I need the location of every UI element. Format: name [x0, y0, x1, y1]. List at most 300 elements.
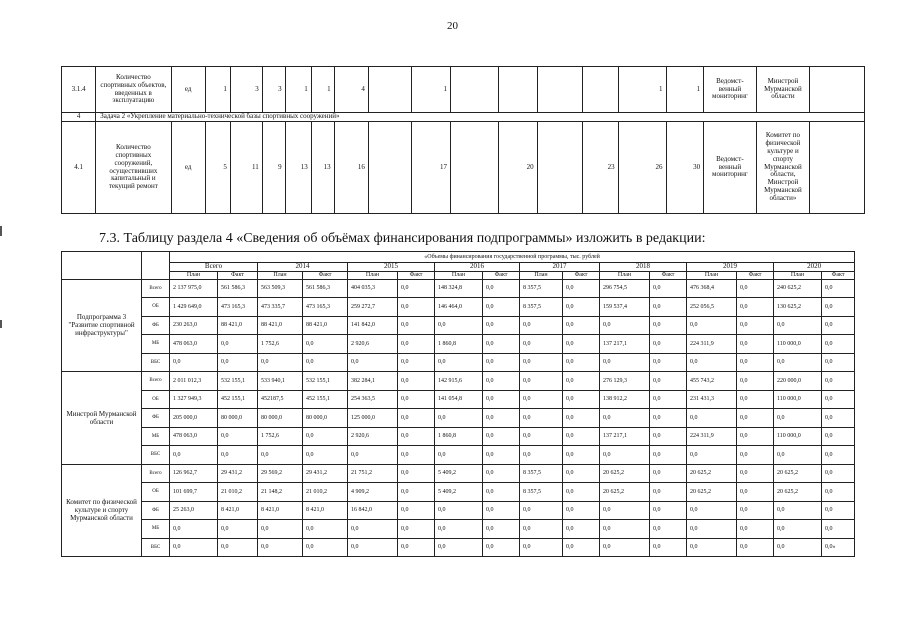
year-header: 2017 [520, 263, 600, 272]
amount-cell: 0,0 [520, 446, 563, 465]
amount-cell: 478 063,0 [170, 335, 218, 354]
value-cell: 9 [262, 122, 285, 214]
amount-cell: 0,0 [435, 501, 483, 520]
year-header-row [62, 263, 855, 272]
amount-cell: 8 421,0 [218, 501, 258, 520]
table-row [62, 298, 855, 317]
amount-cell: 0,0 [348, 446, 398, 465]
amount-cell: 0,0 [650, 316, 687, 335]
amount-cell: 0,0 [737, 353, 774, 372]
section-heading: 7.3. Таблицу раздела 4 «Сведения об объёмах финансирования подпрограммы» изложить в редакции: [99, 231, 706, 246]
amount-cell: 0,0 [600, 409, 650, 428]
amount-cell: 21 010,2 [218, 483, 258, 502]
amount-cell: 0,0 [822, 464, 855, 483]
amount-cell: 0,0 [435, 538, 483, 557]
amount-cell: 0,0 [303, 446, 348, 465]
amount-cell: 0,0 [398, 483, 435, 502]
value-cell: 3 [262, 67, 285, 113]
blank-cell [810, 122, 865, 214]
amount-cell: 0,0 [483, 483, 520, 502]
amount-cell: 0,0 [650, 335, 687, 354]
value-cell: 1 [666, 67, 704, 113]
amount-cell: 0,0 [650, 538, 687, 557]
value-cell: 23 [583, 122, 618, 214]
amount-cell: 0,0 [218, 335, 258, 354]
funding-source: ФБ [142, 501, 170, 520]
funding-source: ВБС [142, 446, 170, 465]
amount-cell: 473 165,3 [303, 298, 348, 317]
plan-header: План [600, 271, 650, 279]
amount-cell: 137 217,1 [600, 335, 650, 354]
value-cell: 1 [205, 67, 230, 113]
amount-cell: 2 011 012,3 [170, 372, 218, 391]
amount-cell: 20 625,2 [774, 464, 822, 483]
amount-cell: 0,0 [483, 279, 520, 298]
amount-cell: 0,0 [822, 390, 855, 409]
amount-cell: 0,0» [822, 538, 855, 557]
amount-cell: 0,0 [398, 446, 435, 465]
amount-cell: 0,0 [650, 353, 687, 372]
table-row [62, 409, 855, 428]
funding-source: МБ [142, 335, 170, 354]
amount-cell: 0,0 [398, 520, 435, 539]
amount-cell: 16 842,0 [348, 501, 398, 520]
amount-cell: 0,0 [737, 538, 774, 557]
amount-cell: 0,0 [737, 464, 774, 483]
amount-cell: 4 909,2 [348, 483, 398, 502]
amount-cell: 0,0 [563, 316, 600, 335]
amount-cell: 101 699,7 [170, 483, 218, 502]
amount-cell: 8 421,0 [303, 501, 348, 520]
value-cell: 1 [285, 67, 311, 113]
amount-cell: 88 421,0 [218, 316, 258, 335]
amount-cell: 0,0 [563, 501, 600, 520]
value-cell: 1 [311, 67, 334, 113]
amount-cell: 533 940,1 [258, 372, 303, 391]
year-header: 2020 [774, 263, 855, 272]
year-header: 2014 [258, 263, 348, 272]
amount-cell: 276 129,3 [600, 372, 650, 391]
margin-mark [0, 226, 2, 236]
amount-cell: 110 000,0 [774, 427, 822, 446]
table-row [62, 427, 855, 446]
amount-cell: 532 155,1 [218, 372, 258, 391]
amount-cell: 0,0 [822, 427, 855, 446]
value-cell: 20 [498, 122, 537, 214]
amount-cell: 0,0 [563, 538, 600, 557]
amount-cell: 0,0 [600, 446, 650, 465]
table-row [62, 335, 855, 354]
amount-cell: 0,0 [303, 353, 348, 372]
fact-header: Факт [737, 271, 774, 279]
amount-cell: 205 000,0 [170, 409, 218, 428]
plan-header: План [687, 271, 737, 279]
page-number: 20 [447, 20, 458, 32]
amount-cell: 20 625,2 [687, 464, 737, 483]
amount-cell: 0,0 [774, 520, 822, 539]
amount-cell: 0,0 [687, 501, 737, 520]
funding-source: ОБ [142, 298, 170, 317]
amount-cell: 0,0 [822, 353, 855, 372]
amount-cell: 0,0 [822, 335, 855, 354]
amount-cell: 21 010,2 [303, 483, 348, 502]
amount-cell: 0,0 [398, 298, 435, 317]
amount-cell: 0,0 [258, 520, 303, 539]
value-cell [537, 67, 583, 113]
fact-header: Факт [303, 271, 348, 279]
amount-cell: 80 000,0 [218, 409, 258, 428]
amount-cell: 0,0 [348, 538, 398, 557]
table-row [62, 446, 855, 465]
amount-cell: 0,0 [435, 353, 483, 372]
value-cell [450, 122, 498, 214]
amount-cell: 0,0 [687, 316, 737, 335]
funding-source: Всего [142, 372, 170, 391]
amount-cell: 231 431,3 [687, 390, 737, 409]
amount-cell: 0,0 [563, 353, 600, 372]
amount-cell: 0,0 [563, 298, 600, 317]
amount-cell: 0,0 [563, 446, 600, 465]
amount-cell: 0,0 [650, 372, 687, 391]
amount-cell: 0,0 [687, 538, 737, 557]
value-cell: 17 [412, 122, 451, 214]
amount-cell: 0,0 [650, 427, 687, 446]
amount-cell: 1 860,8 [435, 427, 483, 446]
amount-cell: 141 054,8 [435, 390, 483, 409]
amount-cell: 5 409,2 [435, 464, 483, 483]
plan-header: План [170, 271, 218, 279]
amount-cell: 561 586,3 [303, 279, 348, 298]
value-cell: 26 [618, 122, 666, 214]
task-heading: Задача 2 «Укрепление материально-технической базы спортивных сооружений» [96, 113, 865, 122]
amount-cell: 0,0 [774, 353, 822, 372]
amount-cell: 0,0 [822, 298, 855, 317]
amount-cell: 0,0 [435, 316, 483, 335]
table-row [62, 538, 855, 557]
funding-source: МБ [142, 520, 170, 539]
amount-cell: 0,0 [600, 316, 650, 335]
amount-cell: 1 327 949,3 [170, 390, 218, 409]
amount-cell: 110 000,0 [774, 390, 822, 409]
amount-cell: 0,0 [218, 538, 258, 557]
amount-cell: 2 920,6 [348, 427, 398, 446]
amount-cell: 130 625,2 [774, 298, 822, 317]
amount-cell: 0,0 [398, 316, 435, 335]
amount-cell: 2 920,6 [348, 335, 398, 354]
table-row [62, 372, 855, 391]
amount-cell: 0,0 [822, 483, 855, 502]
year-header: Всего [170, 263, 258, 272]
amount-cell: 0,0 [398, 335, 435, 354]
fact-header: Факт [483, 271, 520, 279]
amount-cell: 259 272,7 [348, 298, 398, 317]
row-number: 3.1.4 [62, 67, 96, 113]
amount-cell: 0,0 [170, 353, 218, 372]
value-cell: 1 [412, 67, 451, 113]
value-cell [368, 122, 411, 214]
margin-mark [0, 320, 2, 328]
amount-cell: 0,0 [600, 538, 650, 557]
amount-cell: 137 217,1 [600, 427, 650, 446]
amount-cell: 0,0 [170, 446, 218, 465]
amount-cell: 20 625,2 [687, 483, 737, 502]
amount-cell: 0,0 [520, 427, 563, 446]
funding-source: ВБС [142, 538, 170, 557]
table-row [62, 353, 855, 372]
funding-source: ВБС [142, 353, 170, 372]
value-cell: 3 [230, 67, 262, 113]
amount-cell: 0,0 [520, 409, 563, 428]
amount-cell: 0,0 [435, 520, 483, 539]
amount-cell: 126 962,7 [170, 464, 218, 483]
amount-cell: 0,0 [563, 372, 600, 391]
amount-cell: 561 586,3 [218, 279, 258, 298]
amount-cell: 0,0 [520, 501, 563, 520]
amount-cell: 0,0 [303, 427, 348, 446]
source-cell: Ведомст-венный мониторинг [704, 122, 756, 214]
amount-cell: 159 537,4 [600, 298, 650, 317]
amount-cell: 0,0 [483, 464, 520, 483]
table-header-row [62, 252, 855, 263]
executor-cell: Комитет по физической культуре и спорту Мурманской области, Минстрой Мурманской области» [756, 122, 810, 214]
source-cell: Ведомст-венный мониторинг [704, 67, 756, 113]
fact-header: Факт [650, 271, 687, 279]
amount-cell: 0,0 [398, 464, 435, 483]
amount-cell: 0,0 [687, 409, 737, 428]
value-cell [537, 122, 583, 214]
plan-header: План [520, 271, 563, 279]
amount-cell: 478 063,0 [170, 427, 218, 446]
header-title: «Объемы финансирования государственной программы, тыс. рублей [170, 252, 855, 263]
entity-name: Комитет по физической культуре и спорту Мурманской области [62, 464, 142, 557]
table-row [62, 501, 855, 520]
amount-cell: 0,0 [218, 353, 258, 372]
amount-cell: 0,0 [348, 353, 398, 372]
amount-cell: 0,0 [563, 464, 600, 483]
row-number: 4 [62, 113, 96, 122]
amount-cell: 0,0 [650, 298, 687, 317]
amount-cell: 20 625,2 [600, 464, 650, 483]
amount-cell: 0,0 [737, 409, 774, 428]
amount-cell: 0,0 [398, 353, 435, 372]
plan-header: План [348, 271, 398, 279]
amount-cell: 0,0 [737, 390, 774, 409]
funding-source: Всего [142, 279, 170, 298]
amount-cell: 25 263,0 [170, 501, 218, 520]
amount-cell: 0,0 [483, 427, 520, 446]
header-blank [142, 252, 170, 280]
amount-cell: 8 357,5 [520, 464, 563, 483]
amount-cell: 142 915,6 [435, 372, 483, 391]
amount-cell: 0,0 [483, 390, 520, 409]
amount-cell: 0,0 [600, 501, 650, 520]
amount-cell: 21 148,2 [258, 483, 303, 502]
fact-header: Факт [398, 271, 435, 279]
amount-cell: 0,0 [737, 501, 774, 520]
amount-cell: 473 165,3 [218, 298, 258, 317]
table-row [62, 279, 855, 298]
amount-cell: 0,0 [398, 538, 435, 557]
funding-source: ФБ [142, 409, 170, 428]
amount-cell: 0,0 [520, 372, 563, 391]
finance-table [61, 251, 855, 557]
amount-cell: 20 625,2 [600, 483, 650, 502]
amount-cell: 8 357,5 [520, 298, 563, 317]
value-cell [583, 67, 618, 113]
amount-cell: 0,0 [774, 501, 822, 520]
amount-cell: 452 155,1 [303, 390, 348, 409]
amount-cell: 0,0 [398, 427, 435, 446]
amount-cell: 0,0 [822, 501, 855, 520]
plan-header: План [774, 271, 822, 279]
amount-cell: 0,0 [483, 335, 520, 354]
amount-cell: 0,0 [737, 446, 774, 465]
table-row [62, 316, 855, 335]
amount-cell: 0,0 [563, 335, 600, 354]
amount-cell: 0,0 [600, 520, 650, 539]
amount-cell: 0,0 [483, 520, 520, 539]
value-cell [368, 67, 411, 113]
amount-cell: 452 155,1 [218, 390, 258, 409]
amount-cell: 254 363,5 [348, 390, 398, 409]
amount-cell: 0,0 [398, 409, 435, 428]
amount-cell: 5 409,2 [435, 483, 483, 502]
fact-header: Факт [563, 271, 600, 279]
amount-cell: 0,0 [687, 353, 737, 372]
value-cell [498, 67, 537, 113]
amount-cell: 0,0 [218, 520, 258, 539]
fact-header: Факт [218, 271, 258, 279]
amount-cell: 1 429 649,0 [170, 298, 218, 317]
amount-cell: 0,0 [687, 446, 737, 465]
amount-cell: 252 056,5 [687, 298, 737, 317]
amount-cell: 0,0 [737, 483, 774, 502]
amount-cell: 230 263,0 [170, 316, 218, 335]
amount-cell: 0,0 [737, 520, 774, 539]
amount-cell: 240 625,2 [774, 279, 822, 298]
amount-cell: 141 842,0 [348, 316, 398, 335]
plan-fact-row [62, 271, 855, 279]
amount-cell: 0,0 [774, 409, 822, 428]
amount-cell: 296 754,5 [600, 279, 650, 298]
amount-cell: 0,0 [520, 390, 563, 409]
amount-cell: 0,0 [822, 446, 855, 465]
amount-cell: 21 751,2 [348, 464, 398, 483]
table-row [62, 483, 855, 502]
table-row [62, 520, 855, 539]
amount-cell: 0,0 [600, 353, 650, 372]
amount-cell: 1 752,6 [258, 335, 303, 354]
amount-cell: 0,0 [687, 520, 737, 539]
amount-cell: 0,0 [737, 372, 774, 391]
amount-cell: 8 421,0 [258, 501, 303, 520]
table-row [62, 122, 865, 214]
amount-cell: 0,0 [822, 279, 855, 298]
amount-cell: 0,0 [483, 372, 520, 391]
value-cell: 1 [618, 67, 666, 113]
amount-cell: 88 421,0 [303, 316, 348, 335]
value-cell [450, 67, 498, 113]
amount-cell: 0,0 [483, 316, 520, 335]
amount-cell: 0,0 [258, 446, 303, 465]
amount-cell: 0,0 [650, 409, 687, 428]
entity-name: Минстрой Мурманской области [62, 372, 142, 465]
table-row [62, 67, 865, 113]
value-cell: 13 [285, 122, 311, 214]
amount-cell: 0,0 [483, 501, 520, 520]
amount-cell: 80 000,0 [258, 409, 303, 428]
amount-cell: 0,0 [650, 446, 687, 465]
amount-cell: 220 000,0 [774, 372, 822, 391]
amount-cell: 0,0 [170, 520, 218, 539]
amount-cell: 8 357,5 [520, 279, 563, 298]
amount-cell: 0,0 [398, 390, 435, 409]
amount-cell: 88 421,0 [258, 316, 303, 335]
executor-cell: Минстрой Мурманской области [756, 67, 810, 113]
header-blank [62, 252, 142, 280]
value-cell: 5 [205, 122, 230, 214]
amount-cell: 0,0 [483, 538, 520, 557]
row-number: 4.1 [62, 122, 96, 214]
indicators-table [61, 66, 865, 214]
amount-cell: 382 284,1 [348, 372, 398, 391]
amount-cell: 29 569,2 [258, 464, 303, 483]
plan-header: План [258, 271, 303, 279]
amount-cell: 0,0 [822, 409, 855, 428]
amount-cell: 2 137 975,0 [170, 279, 218, 298]
amount-cell: 0,0 [737, 427, 774, 446]
amount-cell: 148 324,8 [435, 279, 483, 298]
value-cell: 30 [666, 122, 704, 214]
table-row [62, 113, 865, 122]
amount-cell: 0,0 [774, 316, 822, 335]
amount-cell: 0,0 [563, 483, 600, 502]
amount-cell: 0,0 [483, 298, 520, 317]
unit-cell: ед [171, 122, 205, 214]
amount-cell: 0,0 [822, 520, 855, 539]
amount-cell: 29 431,2 [218, 464, 258, 483]
amount-cell: 0,0 [822, 372, 855, 391]
amount-cell: 0,0 [822, 316, 855, 335]
amount-cell: 0,0 [398, 279, 435, 298]
amount-cell: 532 155,1 [303, 372, 348, 391]
entity-name: Подпрограмма 3 "Развитие спортивной инфраструктуры" [62, 279, 142, 372]
amount-cell: 0,0 [737, 298, 774, 317]
funding-source: ФБ [142, 316, 170, 335]
amount-cell: 0,0 [398, 372, 435, 391]
value-cell: 16 [334, 122, 368, 214]
amount-cell: 0,0 [520, 353, 563, 372]
amount-cell: 0,0 [170, 538, 218, 557]
amount-cell: 0,0 [650, 464, 687, 483]
indicator-name: Количество спортивных объектов, введенных в эксплуатацию [96, 67, 171, 113]
amount-cell: 0,0 [435, 409, 483, 428]
amount-cell: 146 464,0 [435, 298, 483, 317]
amount-cell: 0,0 [650, 483, 687, 502]
amount-cell: 0,0 [650, 520, 687, 539]
amount-cell: 0,0 [737, 335, 774, 354]
amount-cell: 0,0 [218, 427, 258, 446]
amount-cell: 0,0 [435, 446, 483, 465]
amount-cell: 455 743,2 [687, 372, 737, 391]
amount-cell: 0,0 [563, 409, 600, 428]
funding-source: ОБ [142, 390, 170, 409]
amount-cell: 224 311,9 [687, 427, 737, 446]
table-row [62, 390, 855, 409]
amount-cell: 0,0 [650, 390, 687, 409]
value-cell: 13 [311, 122, 334, 214]
amount-cell: 0,0 [258, 538, 303, 557]
